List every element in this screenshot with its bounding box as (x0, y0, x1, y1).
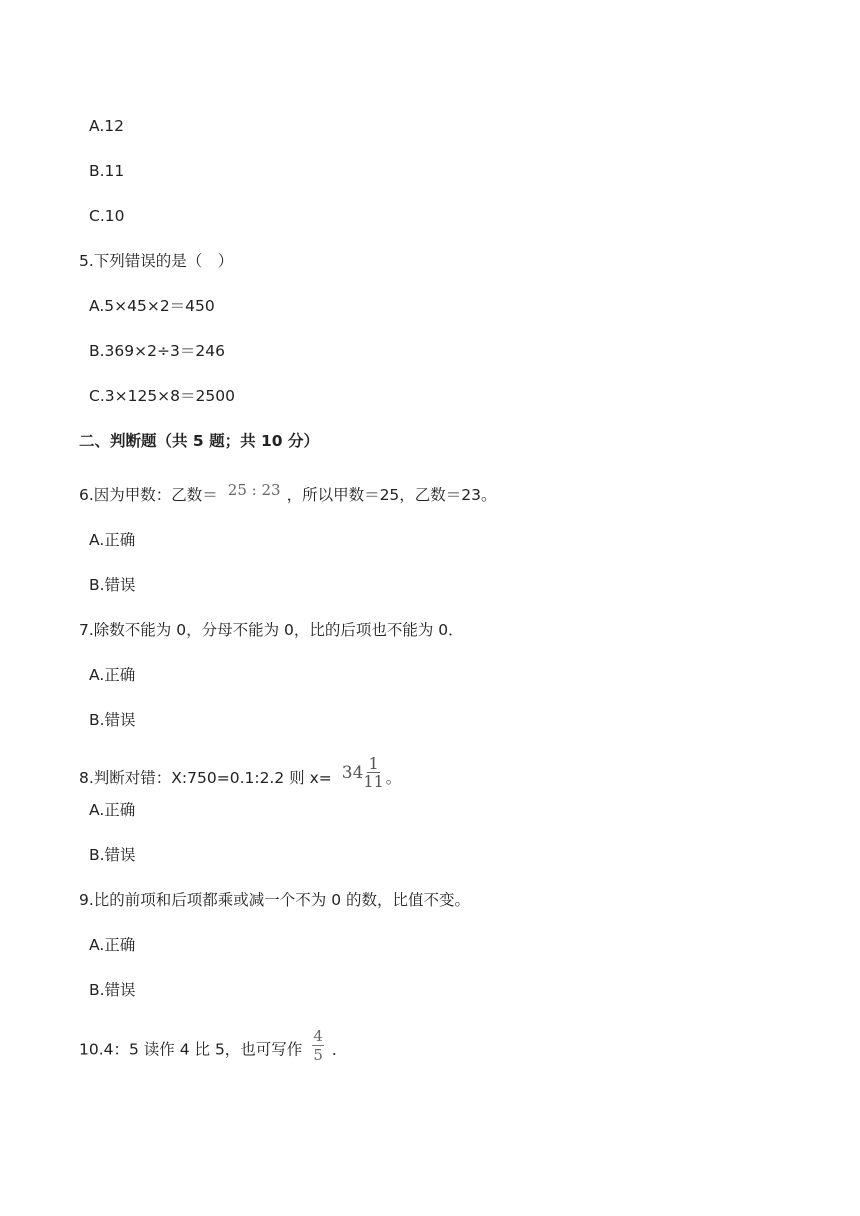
fraction-numerator: 4 (313, 1027, 323, 1045)
q9-option-a[interactable]: A.正确 (89, 936, 136, 954)
q5-option-a[interactable]: A.5×45×2＝450 (89, 297, 215, 315)
q8-option-a[interactable]: A.正确 (89, 801, 136, 819)
mixed-fraction (342, 756, 384, 790)
q9-option-b[interactable]: B.错误 (89, 981, 136, 999)
q9-stem: 9.比的前项和后项都乘或减一个不为 0 的数，比值不变。 (79, 891, 471, 909)
q5-option-b[interactable]: B.369×2÷3＝246 (89, 342, 225, 360)
mixed-whole: 34 (341, 763, 364, 783)
q8-stem (79, 754, 402, 796)
q5-option-c[interactable]: C.3×125×8＝2500 (89, 387, 235, 405)
q8-stem-prefix: 8.判断对错：X:750=0.1:2.2 则 x= (79, 769, 332, 787)
mixed-frac-part (363, 756, 383, 790)
q7-option-b[interactable]: B.错误 (89, 711, 136, 729)
fraction-image (312, 1029, 324, 1063)
q10-stem-prefix: 10.4：5 读作 4 比 5，也可写作 (79, 1040, 303, 1059)
mixed-denominator: 11 (363, 772, 384, 791)
fraction-denominator: 5 (313, 1046, 323, 1064)
q4-option-a[interactable]: A.12 (89, 117, 124, 135)
q4-option-c[interactable]: C.10 (89, 207, 125, 225)
q4-option-b[interactable]: B.11 (89, 162, 125, 180)
q6-option-a[interactable]: A.正确 (89, 531, 136, 549)
q7-stem: 7.除数不能为 0，分母不能为 0，比的后项也不能为 0． (79, 621, 464, 639)
q7-option-a[interactable]: A.正确 (89, 666, 136, 684)
q6-option-b[interactable]: B.错误 (89, 576, 136, 594)
ratio-image: 25 : 23 (227, 481, 281, 499)
q6-stem (79, 481, 497, 505)
q8-option-b[interactable]: B.错误 (89, 846, 136, 864)
q10-stem (79, 1027, 348, 1067)
q6-stem-suffix: ，所以甲数＝25，乙数＝23。 (286, 486, 497, 504)
section-title: 二、判断题（共 5 题；共 10 分） (79, 432, 319, 450)
q8-stem-suffix: 。 (385, 769, 402, 787)
q10-stem-suffix: ． (331, 1040, 348, 1059)
q6-stem-prefix: 6.因为甲数：乙数＝ (79, 486, 218, 504)
mixed-numerator: 1 (368, 754, 379, 773)
q5-stem: 5.下列错误的是（ ） (79, 252, 234, 270)
